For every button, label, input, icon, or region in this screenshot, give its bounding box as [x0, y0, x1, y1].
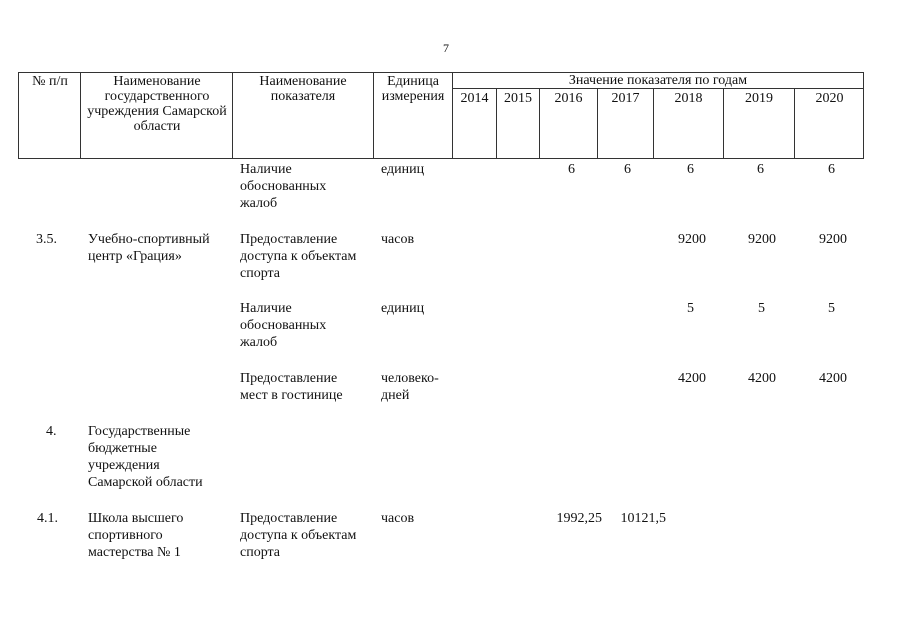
- row-value: 9200: [678, 232, 706, 247]
- header-col-unit: Единица измерения: [381, 74, 445, 104]
- row-unit: единиц: [381, 162, 425, 177]
- row-unit: часов: [381, 232, 415, 247]
- row-value: 10121,5: [620, 511, 666, 526]
- header-divider: [452, 72, 453, 159]
- row-indicator: Наличие обоснованных жалоб: [240, 162, 327, 211]
- row-unit: единиц: [381, 301, 425, 316]
- row-value: 5: [687, 301, 694, 316]
- header-divider: [373, 72, 374, 159]
- row-indicator: Наличие обоснованных жалоб: [240, 301, 327, 350]
- row-value: 9200: [748, 232, 776, 247]
- row-institution: Государственные бюджетные учреждения Самарской области: [88, 424, 203, 490]
- row-institution: Школа высшего спортивного мастерства № 1: [88, 511, 184, 560]
- row-unit: часов: [381, 511, 415, 526]
- header-year: 2016: [554, 91, 583, 106]
- row-value: 6: [568, 162, 575, 177]
- header-year: 2015: [504, 91, 532, 106]
- header-divider: [452, 88, 864, 89]
- row-value: 6: [624, 162, 631, 177]
- row-value: 9200: [819, 232, 847, 247]
- header-year: 2014: [460, 91, 489, 106]
- row-number: 3.5.: [36, 232, 57, 247]
- header-col-values-group: Значение показателя по годам: [568, 73, 748, 88]
- header-col-indicator: Наименование показателя: [259, 74, 347, 104]
- row-value: 1992,25: [556, 511, 602, 526]
- row-unit: человеко-дней: [381, 371, 439, 403]
- row-value: 5: [758, 301, 765, 316]
- row-institution: Учебно-спортивный центр «Грация»: [88, 232, 210, 264]
- row-value: 4200: [819, 371, 847, 386]
- header-divider: [232, 72, 233, 159]
- row-indicator: Предоставление доступа к объектам спорта: [240, 511, 357, 560]
- header-divider: [80, 72, 81, 159]
- header-col-num: № п/п: [32, 74, 68, 89]
- header-col-institution: Наименование государственного учреждения Самарской области: [87, 74, 227, 134]
- row-value: 4200: [748, 371, 776, 386]
- row-indicator: Предоставление доступа к объектам спорта: [240, 232, 357, 281]
- row-indicator: Предоставление мест в гостинице: [240, 371, 343, 403]
- page-number: 7: [443, 41, 449, 55]
- row-value: 5: [828, 301, 835, 316]
- row-value: 6: [757, 162, 764, 177]
- header-year: 2018: [674, 91, 703, 106]
- header-year: 2019: [745, 91, 773, 106]
- header-year: 2020: [815, 91, 844, 106]
- row-number: 4.: [46, 424, 57, 439]
- row-value: 6: [687, 162, 694, 177]
- header-year: 2017: [611, 91, 640, 106]
- row-value: 6: [828, 162, 835, 177]
- row-number: 4.1.: [37, 511, 58, 526]
- row-value: 4200: [678, 371, 706, 386]
